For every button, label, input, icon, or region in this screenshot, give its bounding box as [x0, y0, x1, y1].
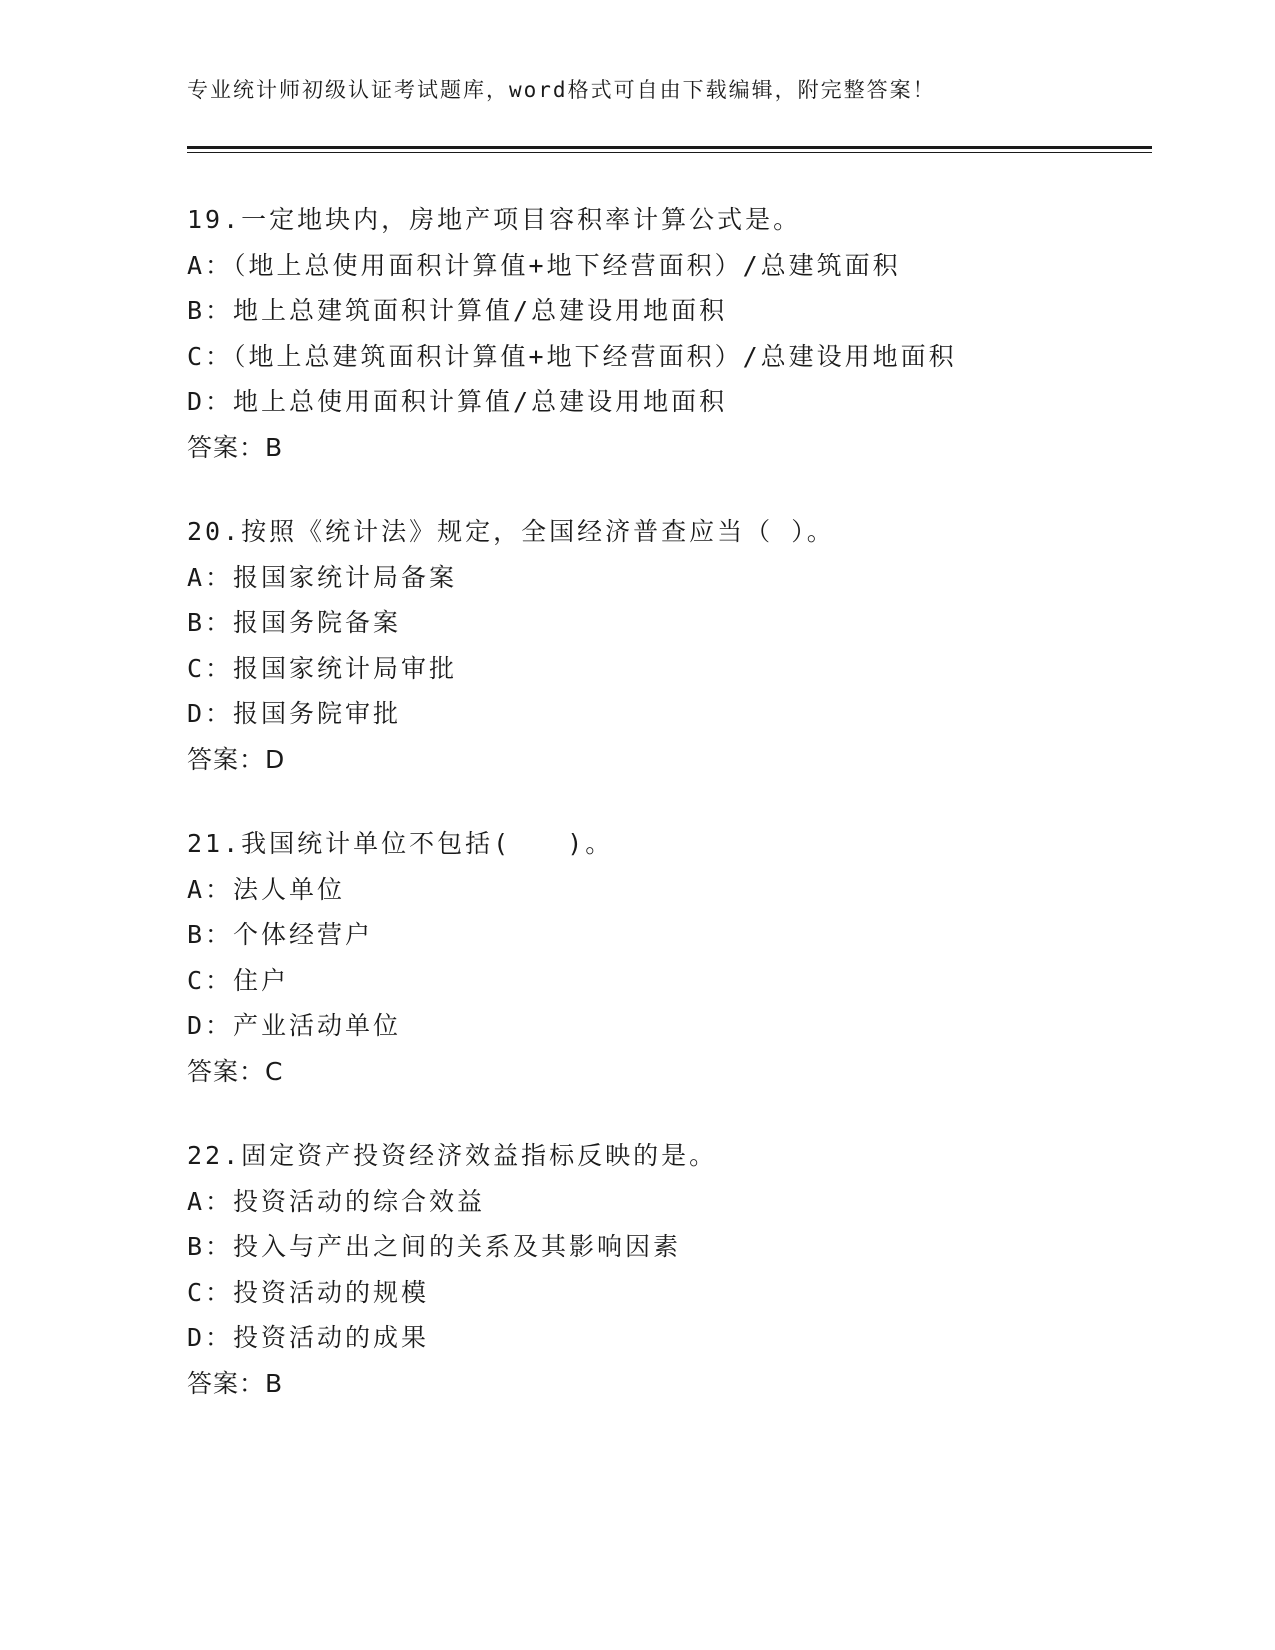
option-d: D：投资活动的成果: [187, 1323, 430, 1352]
option-c: C：（地上总建筑面积计算值+地下经营面积）/总建设用地面积: [187, 341, 957, 371]
question-22: [187, 1133, 1147, 1406]
option-d: D：报国务院审批: [187, 699, 402, 728]
option-b: B：个体经营户: [187, 920, 374, 949]
question-stem: 19.一定地块内，房地产项目容积率计算公式是。: [187, 205, 802, 234]
question-stem: 20.按照《统计法》规定，全国经济普查应当（ ）。: [187, 517, 835, 546]
option-c: C：住户: [187, 965, 290, 995]
option-b: B：地上总建筑面积计算值/总建设用地面积: [187, 296, 728, 325]
question-19: [187, 197, 1147, 470]
question-stem: 22.固定资产投资经济效益指标反映的是。: [187, 1141, 718, 1170]
header-rule-thin: [187, 152, 1152, 153]
option-d: D：产业活动单位: [187, 1011, 402, 1040]
answer: 答案：B: [187, 432, 284, 462]
option-b: B：投入与产出之间的关系及其影响因素: [187, 1232, 682, 1261]
option-c: C：报国家统计局审批: [187, 653, 458, 683]
header-rule-thick: [187, 146, 1152, 149]
option-c: C：投资活动的规模: [187, 1277, 430, 1307]
question-stem: 21.我国统计单位不包括( )。: [187, 829, 614, 858]
option-b: B：报国务院备案: [187, 608, 402, 637]
option-a: A：法人单位: [187, 874, 346, 904]
question-20: [187, 509, 1147, 782]
question-21: [187, 821, 1147, 1094]
option-d: D：地上总使用面积计算值/总建设用地面积: [187, 387, 728, 416]
page-header: 专业统计师初级认证考试题库，word格式可自由下载编辑，附完整答案！: [187, 78, 936, 102]
option-a: A：投资活动的综合效益: [187, 1186, 486, 1216]
answer: 答案：B: [187, 1368, 284, 1398]
answer: 答案：D: [187, 744, 286, 774]
answer: 答案：C: [187, 1056, 284, 1086]
option-a: A：报国家统计局备案: [187, 562, 458, 592]
option-a: A：（地上总使用面积计算值+地下经营面积）/总建筑面积: [187, 250, 901, 280]
